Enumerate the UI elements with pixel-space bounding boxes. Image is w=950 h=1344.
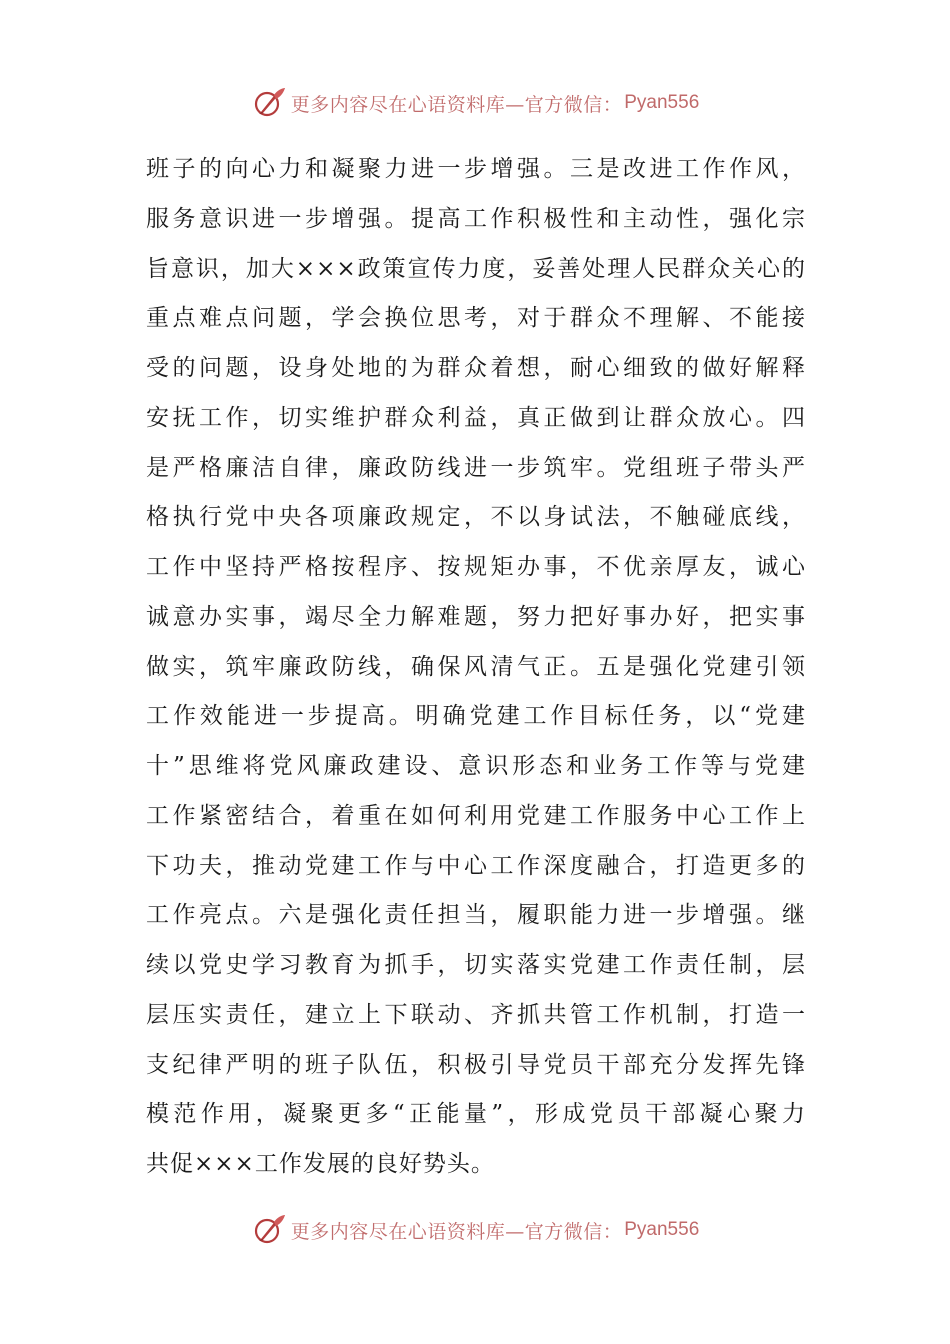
text-line: 安抚工作，切实维护群众利益，真正做到让群众放心。四	[146, 404, 806, 431]
footer-watermark	[0, 1210, 950, 1250]
text-line: 格执行党中央各项廉政规定，不以身试法，不触碰底线，	[146, 504, 806, 531]
text-line: 班子的向心力和凝聚力进一步增强。三是改进工作作风，	[146, 156, 806, 182]
text-line: 做实，筑牢廉政防线，确保风清气正。五是强化党建引领	[146, 653, 806, 680]
text-line: 模范作用，凝聚更多“正能量”，形成党员干部凝心聚力	[146, 1101, 806, 1128]
text-line: 工作紧密结合，着重在如何利用党建工作服务中心工作上	[146, 802, 806, 829]
text-line: 工作效能进一步提高。明确党建工作目标任务，以“党建	[146, 703, 806, 730]
text-line: 工作亮点。六是强化责任担当，履职能力进一步增强。继	[146, 902, 806, 929]
watermark-text: 更多内容尽在心语资料库—官方微信：	[290, 1220, 623, 1243]
watermark-text: 更多内容尽在心语资料库—官方微信：	[290, 93, 623, 116]
watermark-wechat-id: Pyan556	[624, 92, 700, 113]
text-line: 旨意识，加大×××政策宣传力度，妥善处理人民群众关心的	[146, 255, 806, 282]
text-line: 共促×××工作发展的良好势头。	[146, 1151, 495, 1177]
text-line: 重点难点问题，学会换位思考，对于群众不理解、不能接	[146, 305, 806, 332]
text-line: 下功夫，推动党建工作与中心工作深度融合，打造更多的	[146, 852, 806, 879]
watermark-wechat-id: Pyan556	[624, 1219, 700, 1240]
text-line: 工作中坚持严格按程序、按规矩办事，不优亲厚友，诚心	[146, 554, 806, 580]
text-line: 层压实责任，建立上下联动、齐抓共管工作机制，打造一	[146, 1001, 806, 1028]
header-watermark	[0, 83, 950, 123]
quill-pen-logo-icon	[251, 85, 287, 121]
text-line: 十”思维将党风廉政建设、意识形态和业务工作等与党建	[146, 753, 806, 779]
text-line: 是严格廉洁自律，廉政防线进一步筑牢。党组班子带头严	[146, 454, 806, 481]
text-line: 服务意识进一步增强。提高工作积极性和主动性，强化宗	[146, 205, 806, 232]
document-body	[146, 145, 806, 1190]
text-line: 诚意办实事，竭尽全力解难题，努力把好事办好，把实事	[146, 603, 806, 630]
quill-pen-logo-icon	[251, 1212, 287, 1248]
text-line: 续以党史学习教育为抓手，切实落实党建工作责任制，层	[146, 952, 806, 978]
text-line: 支纪律严明的班子队伍，积极引导党员干部充分发挥先锋	[146, 1051, 806, 1078]
text-line: 受的问题，设身处地的为群众着想，耐心细致的做好解释	[146, 355, 806, 381]
